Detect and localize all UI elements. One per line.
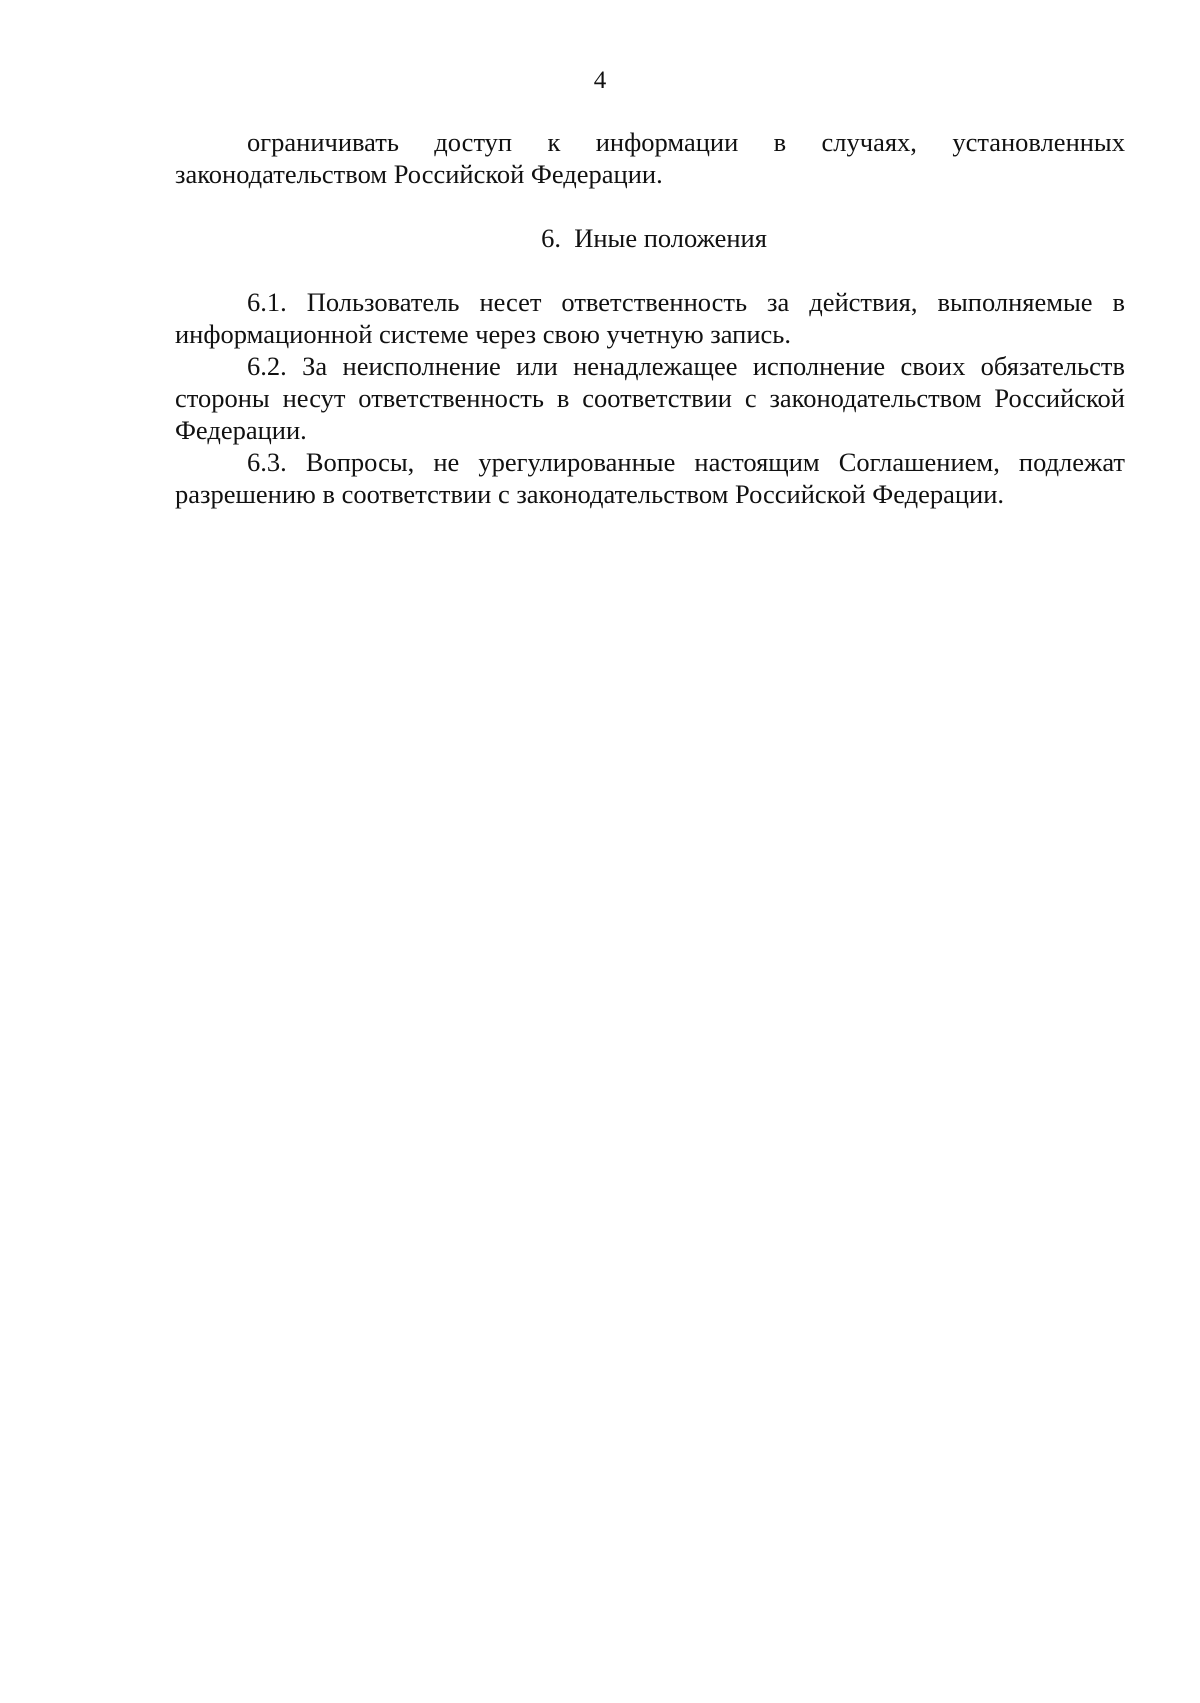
clause-number: 6.2. (247, 351, 287, 381)
clause-text: За неисполнение или ненадлежащее исполнение своих обязательств стороны несут ответственность в соответствии с законодательством Российской Федерации. (175, 351, 1126, 445)
clause-6-2 (175, 350, 1125, 446)
clause-6-3 (175, 446, 1125, 510)
clause-number: 6.3. (247, 447, 287, 477)
section-title: Иные положения (574, 223, 767, 253)
document-body (175, 126, 1125, 510)
page-number: 4 (593, 67, 607, 94)
clause-number: 6.1. (247, 287, 287, 317)
clause-6-1 (175, 286, 1125, 350)
intro-paragraph: ограничивать доступ к информации в случаях, установленных законодательством Российской Федерации. (175, 127, 1125, 189)
clause-text: Вопросы, не урегулированные настоящим Соглашением, подлежат разрешению в соответствии с законодательством Российской Федерации. (175, 447, 1125, 509)
section-heading (175, 222, 1125, 254)
clause-text: Пользователь несет ответственность за действия, выполняемые в информационной системе через свою учетную запись. (175, 287, 1125, 349)
section-number: 6. (541, 223, 561, 253)
